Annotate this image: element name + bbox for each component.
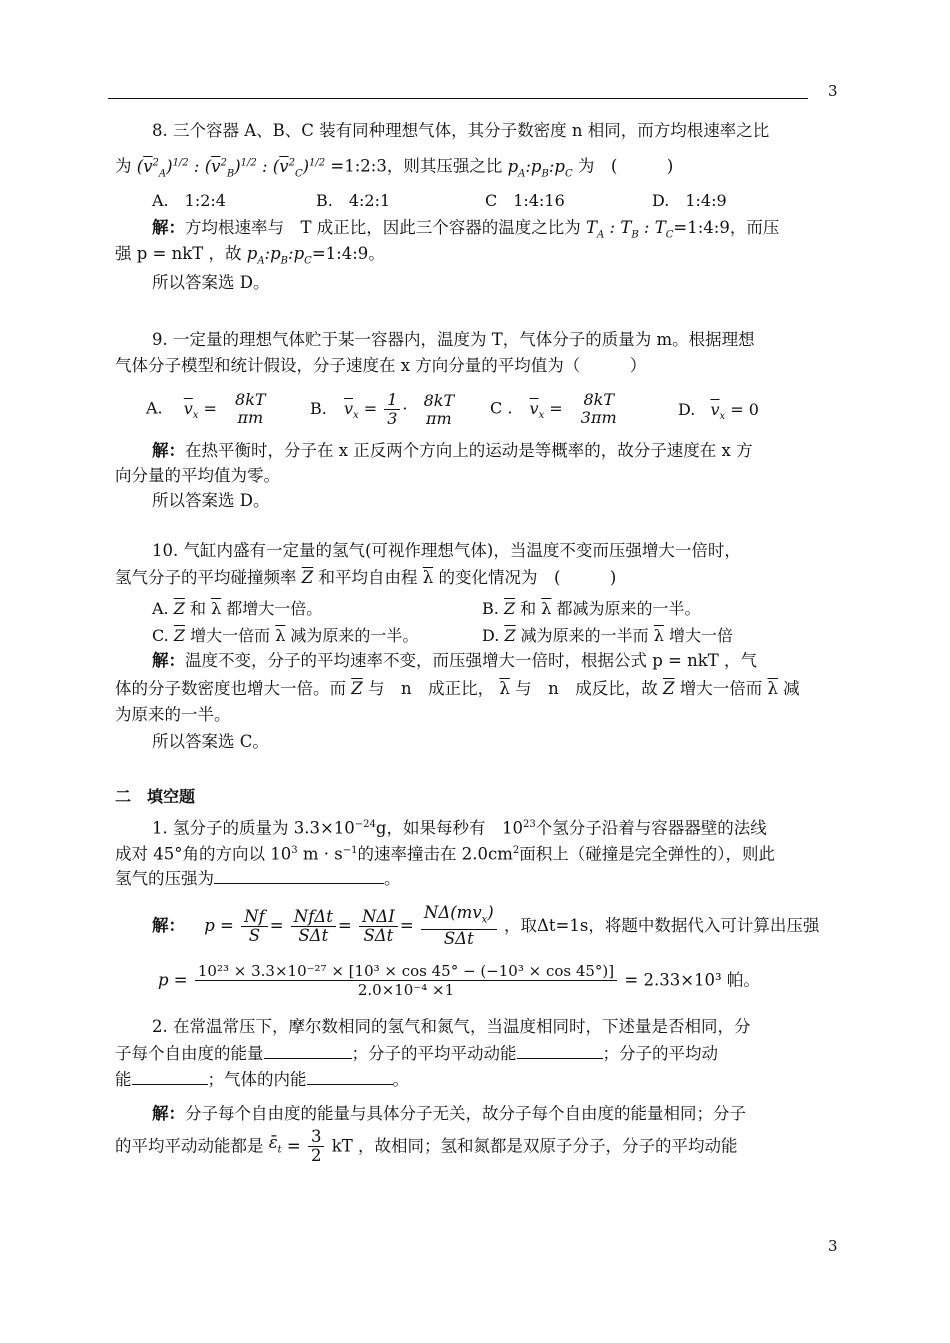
q10-answer: 所以答案选 C。 (152, 732, 269, 751)
header-rule (108, 98, 808, 99)
f1-solution-formula: 解： p = $\frac{Nf}{S}$ = $\frac{\text{NfΔt}}{\text{SΔt}}$ = $\frac{\text{NΔI}}{\text{SΔt}}$ = $\frac{N\Delta(mv_x)}{\text{SΔt}}$ ，取Δt=1s，将题中数据代入可计算出压强 (152, 903, 820, 949)
q8-option-b: B. 4:2:1 (316, 191, 391, 210)
q8-solution-line1: 解：方均根速率与 T 成正比，因此三个容器的温度之比为 $T_A$ : $T_B$ : $T_C=1:4:9$，而压 (152, 218, 780, 241)
q10-option-d: D. $\overline{Z}$ 减为原来的一半而 $\overline{\lambda}$ 增大一倍 (482, 626, 734, 645)
f2-blank-2[interactable] (517, 1044, 603, 1059)
f2-stem-line1: 2. 在常温常压下，摩尔数相同的氢气和氮气，当温度相同时，下述量是否相同，分 (152, 1017, 751, 1036)
q8-option-a: A. 1:2:4 (152, 191, 226, 210)
q10-stem-line2: 氢气分子的平均碰撞频率 $\overline{Z}$ 和平均自由程 $\overline{\lambda}$ 的变化情况为 ( ) (115, 568, 617, 587)
q9-option-b: B. $\overline{v}_x$ = $\frac{1}{3}$ · 8kT πm (310, 390, 455, 428)
q8-option-d: D. 1:4:9 (652, 191, 727, 210)
header-page-number: 3 (828, 82, 838, 100)
f2-blank-4[interactable] (307, 1070, 393, 1085)
f1-answer-blank[interactable] (214, 869, 384, 884)
f1-solution-calc: p = $\frac{\text{10²³ × 3.3×10⁻²⁷ × [10³ × cos 45° − (−10³ × cos 45°)]}}{\text{2.0×10⁻⁴ ×1}}$ = 2.33×10³ 帕。 (158, 962, 760, 999)
q9-option-c: C . $\overline{v}_x$ = 8kT 3πm (490, 390, 617, 427)
q8-rms-ratio: $(\overline{v}^2_A)^{1/2}$ : $(\overline{v}^2_B)^{1/2}$ : $(\overline{v}^2_C)^{1/2}$ (136, 156, 326, 179)
f2-stem-line3: 能 ；气体的内能 。 (115, 1070, 409, 1089)
q10-solution-line3: 为原来的一半。 (115, 705, 231, 724)
section-title: 二 填空题 (115, 787, 196, 806)
q8-answer: 所以答案选 D。 (152, 273, 270, 292)
q10-solution-line2: 体的分子数密度也增大一倍。而 $\overline{Z}$ 与 n 成正比， $\overline{\lambda}$ 与 n 成反比，故 $\overline{Z}$ 增大一倍而 $\overline{\lambda}$ 减 (115, 679, 800, 698)
q9-stem-line2: 气体分子模型和统计假设，分子速度在 x 方向分量的平均值为（ ） (115, 356, 647, 375)
f1-stem-line2: 成对 45°角的方向以 $10^3$ $m \cdot s^{-1}$的速率撞击在 $2.0cm^2$面积上（碰撞是完全弹性的），则此 (115, 844, 775, 864)
q9-option-a: A. $\overline{v}_x$ = 8kT πm (146, 390, 266, 427)
f1-stem-line1: 1. 氢分子的质量为 $3.3\times 10^{-24}g$，如果每秒有 $10^{23}$个氢分子沿着与容器器壁的法线 (152, 818, 767, 838)
f2-solution-line1: 解：分子每个自由度的能量与具体分子无关，故分子每个自由度的能量相同；分子 (152, 1104, 746, 1123)
q10-solution-line1: 解：温度不变，分子的平均速率不变，而压强增大一倍时，根据公式 p = nkT ，气 (152, 651, 757, 670)
q9-stem-line1: 9. 一定量的理想气体贮于某一容器内，温度为 T，气体分子的质量为 m。根据理想 (152, 330, 755, 349)
q10-option-c: C. $\overline{Z}$ 增大一倍而 $\overline{\lambda}$ 减为原来的一半。 (152, 626, 419, 645)
q9-solution-line1: 解：在热平衡时，分子在 x 正反两个方向上的运动是等概率的，故分子速度在 x 方 (152, 441, 753, 460)
q8-option-c: C 1:4:16 (485, 191, 565, 210)
q8-stem-line1: 8. 三个容器 A、B、C 装有同种理想气体，其分子数密度 n 相同，而方均根速率之比 (152, 121, 770, 140)
q9-solution-line2: 向分量的平均值为零。 (115, 466, 280, 485)
q8-stem-line2: 为 $(\overline{v}^2_A)^{1/2}$ : $(\overline{v}^2_B)^{1/2}$ : $(\overline{v}^2_C)^{1/2}$ =1:2:3，则其压强之比 $p_A:p_B:p_C$ 为 ( ) (115, 156, 674, 179)
footer-page-number: 3 (828, 1237, 838, 1255)
q10-stem-line1: 10. 气缸内盛有一定量的氢气(可视作理想气体)，当温度不变而压强增大一倍时， (152, 541, 741, 560)
f2-blank-1[interactable] (264, 1044, 352, 1059)
q9-answer: 所以答案选 D。 (152, 491, 270, 510)
f2-stem-line2: 子每个自由度的能量 ；分子的平均平动动能 ；分子的平均动 (115, 1044, 718, 1063)
q8-solution-line2: 强 p = nkT ，故 $p_A:p_B:p_C=1:4:9$。 (115, 244, 385, 267)
f2-solution-line2: 的平均平动动能都是 $\varepsilon̄_t$ = $\frac{3}{2}$ kT ，故相同；氢和氮都是双原子分子，分子的平均动能 (115, 1127, 738, 1165)
q10-option-a: A. $\overline{Z}$ 和 $\overline{\lambda}$ 都增大一倍。 (152, 599, 323, 618)
f1-stem-line3: 氢气的压强为 。 (115, 869, 401, 888)
q10-option-b: B. $\overline{Z}$ 和 $\overline{\lambda}$ 都减为原来的一半。 (482, 599, 701, 618)
f2-blank-3[interactable] (132, 1070, 208, 1085)
q9-option-d: D. $\overline{v}_x = 0$ (678, 400, 759, 423)
